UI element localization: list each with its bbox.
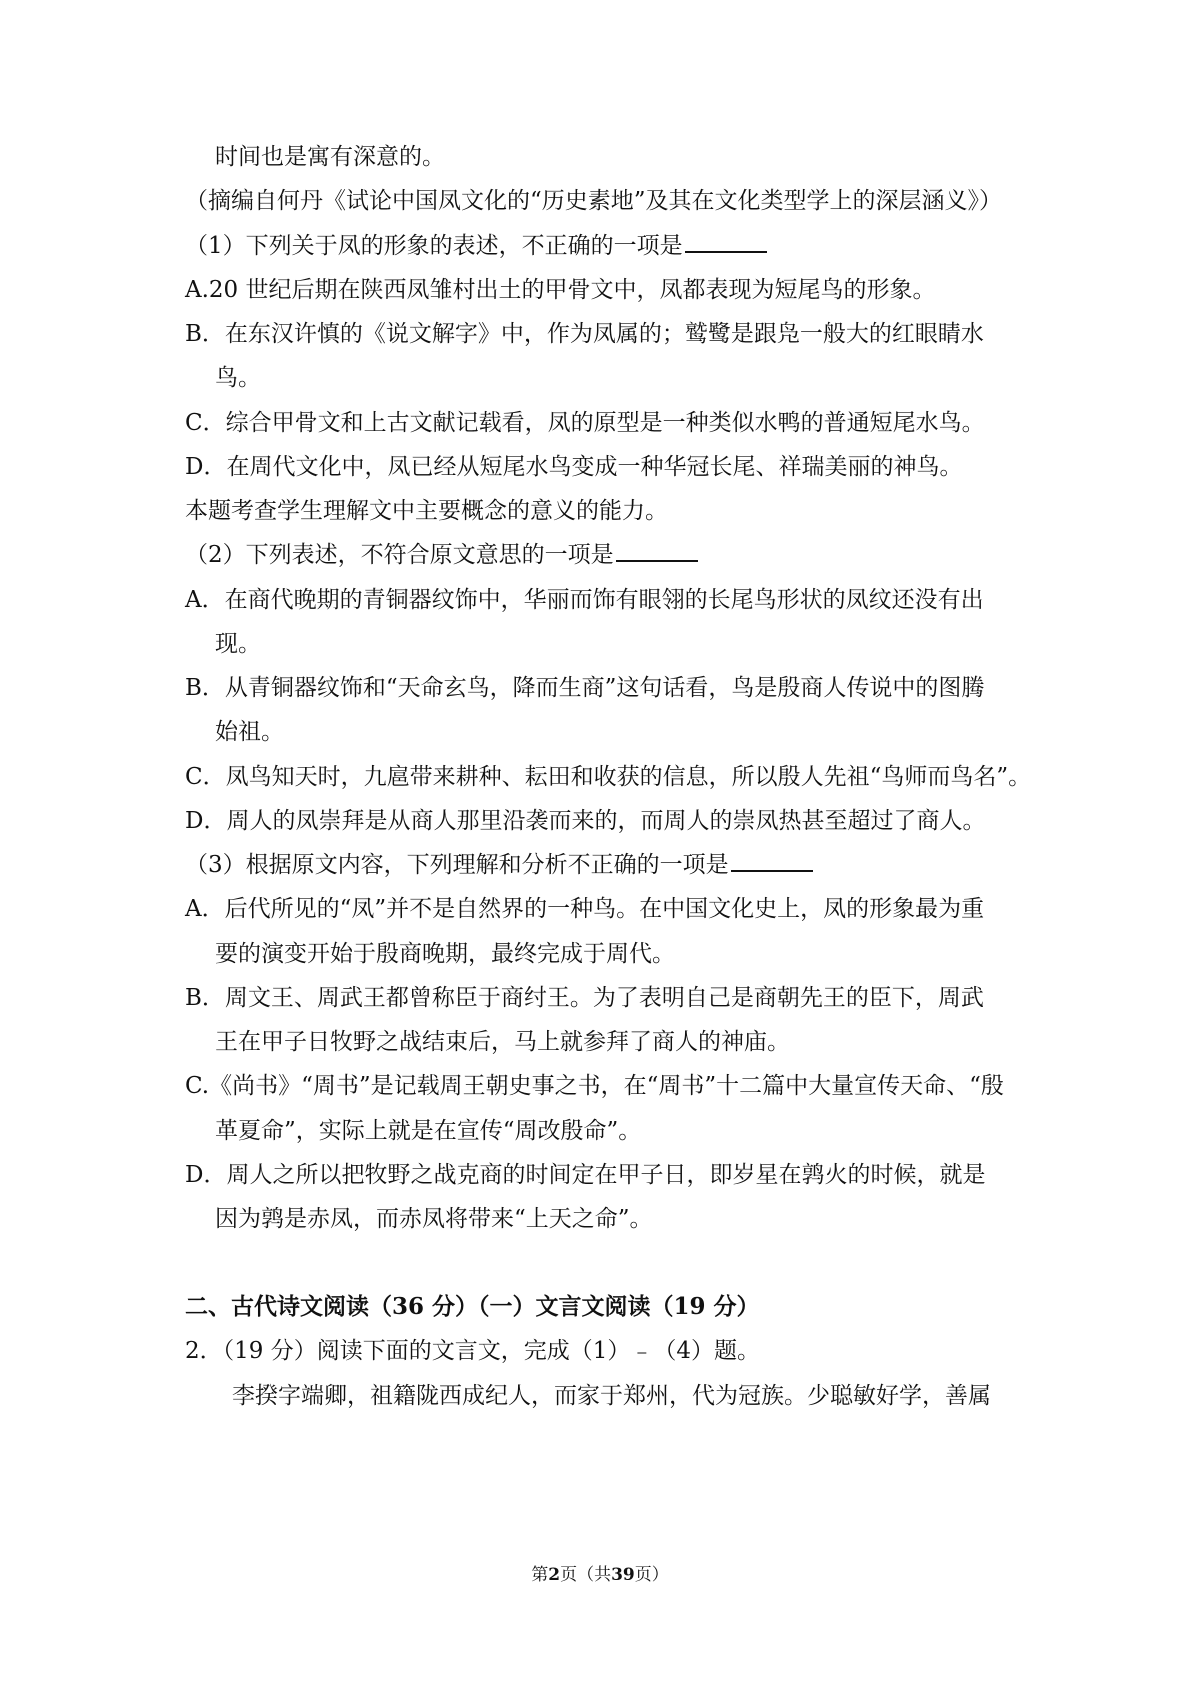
question-1-stem — [185, 229, 1035, 263]
option-3b: B．周文王、周武王都曾称臣于商纣王。为了表明自己是商朝先王的臣下，周武 — [185, 985, 984, 1011]
classical-text-line: 李揆字端卿，祖籍陇西成纪人，而家于郑州，代为冠族。少聪敏好学，善属 — [232, 1383, 991, 1409]
answer-blank-3[interactable] — [731, 848, 813, 872]
option-2b: B．从青铜器纹饰和“天命玄鸟，降而生商”这句话看，鸟是殷商人传说中的图腾 — [185, 675, 985, 701]
question-2-instruction: 2．（19 分）阅读下面的文言文，完成（1）﹣（4）题。 — [185, 1338, 760, 1364]
option-1c: C．综合甲骨文和上古文献记载看，凤的原型是一种类似水鸭的普通短尾水鸟。 — [185, 410, 985, 436]
footer-total-pages: 39 — [611, 1565, 635, 1585]
question-2-text: （2）下列表述，不符合原文意思的一项是 — [185, 542, 614, 568]
footer-suffix: 页） — [634, 1565, 669, 1585]
question-3-stem — [185, 848, 1035, 882]
option-1b: B．在东汉许慎的《说文解字》中，作为凤属的；鹫鹭是跟凫一般大的红眼睛水 — [185, 321, 984, 347]
option-3c: C.《尚书》“周书”是记载周王朝史事之书，在“周书”十二篇中大量宣传天命、“殷 — [185, 1073, 1004, 1099]
option-3a-continued: 要的演变开始于殷商晚期，最终完成于周代。 — [215, 941, 675, 967]
option-1b-continued: 鸟。 — [215, 365, 261, 391]
answer-blank-2[interactable] — [616, 538, 698, 562]
option-3a: A．后代所见的“凤”并不是自然界的一种鸟。在中国文化史上，凤的形象最为重 — [185, 896, 985, 922]
footer-prefix: 第 — [531, 1565, 549, 1585]
text-line: 时间也是寓有深意的。 — [215, 144, 445, 170]
question-1-text: （1）下列关于凤的形象的表述，不正确的一项是 — [185, 233, 683, 259]
option-3d: D．周人之所以把牧野之战克商的时间定在甲子日，即岁星在鹑火的时候，就是 — [185, 1162, 986, 1188]
footer-middle: 页（共 — [560, 1565, 612, 1585]
answer-blank-1[interactable] — [685, 229, 767, 253]
footer-page-number: 2 — [548, 1565, 561, 1585]
option-3b-continued: 王在甲子日牧野之战结束后，马上就参拜了商人的神庙。 — [215, 1029, 790, 1055]
option-1a: A.20 世纪后期在陕西凤雏村出土的甲骨文中，凤都表现为短尾鸟的形象。 — [185, 277, 936, 303]
question-2-stem — [185, 538, 1035, 572]
page-footer — [0, 1560, 1200, 1585]
source-citation: （摘编自何丹《试论中国凤文化的“历史素地”及其在文化类型学上的深层涵义》） — [185, 188, 1003, 214]
option-3d-continued: 因为鹑是赤凤，而赤凤将带来“上天之命”。 — [215, 1206, 653, 1232]
option-2b-continued: 始祖。 — [215, 719, 284, 745]
option-3c-continued: 革夏命”，实际上就是在宣传“周改殷命”。 — [215, 1118, 642, 1144]
option-1d: D．在周代文化中，凤已经从短尾水鸟变成一种华冠长尾、祥瑞美丽的神鸟。 — [185, 454, 963, 480]
option-2d: D．周人的凤崇拜是从商人那里沿袭而来的，而周人的崇凤热甚至超过了商人。 — [185, 808, 986, 834]
section-heading: 二、古代诗文阅读（36 分）（一）文言文阅读（19 分） — [185, 1293, 760, 1320]
question-3-text: （3）根据原文内容，下列理解和分析不正确的一项是 — [185, 852, 729, 878]
option-2a: A．在商代晚期的青铜器纹饰中，华丽而饰有眼翎的长尾鸟形状的凤纹还没有出 — [185, 587, 984, 613]
option-2c: C．凤鸟知天时，九扈带来耕种、耘田和收获的信息，所以殷人先祖“鸟师而鸟名”。 — [185, 764, 1032, 790]
option-2a-continued: 现。 — [215, 631, 261, 657]
analysis-note: 本题考查学生理解文中主要概念的意义的能力。 — [185, 498, 668, 524]
